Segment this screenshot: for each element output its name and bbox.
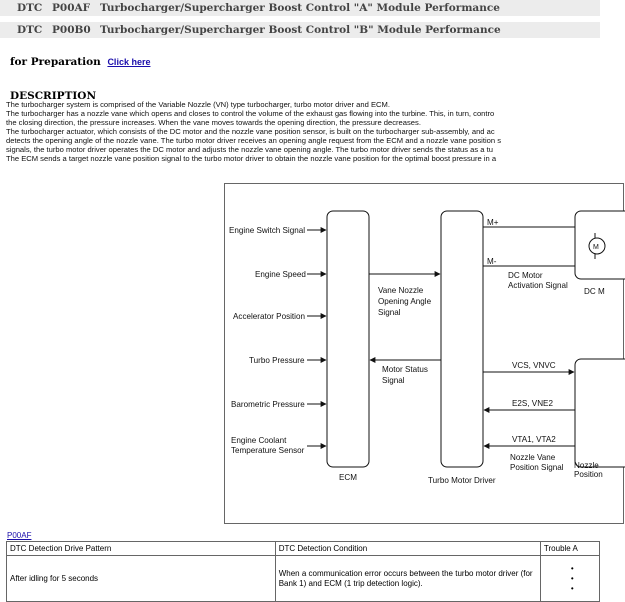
description-line: detects the opening angle of the nozzle vane. The turbo motor driver receives an opening angle request from the ECM and a nozzle vane position s [6,136,502,145]
table-cell-pattern: After idling for 5 seconds [7,556,276,602]
dtc-code: P00AF [52,2,91,14]
input-turbo-pressure: Turbo Pressure [249,356,305,365]
turbo-motor-driver-box [441,211,483,467]
table-row [7,556,600,602]
nozzle-vane-position-signal: Nozzle Vane Position Signal [510,453,564,472]
input-accelerator-position: Accelerator Position [233,312,305,321]
table-cell-trouble-area: • • • [540,556,599,602]
dtc-label: DTC [17,24,43,36]
table-header: DTC Detection Drive Pattern [7,542,276,556]
nozzle-sensor-label: Nozzle Position [574,461,603,479]
dtc-title: Turbocharger/Supercharger Boost Control "B" Module Performance [100,24,501,36]
dtc-label: DTC [17,2,43,14]
m-minus-label: M- [487,257,497,266]
vta1-vta2-label: VTA1, VTA2 [512,435,556,444]
e2s-vne2-label: E2S, VNE2 [512,399,553,408]
description-line: the closing direction, the pressure increases. When the vane moves towards the opening direction, the pressure decreases. [6,118,421,127]
description-line: signals, the turbo motor driver operates the DC motor and adjusts the nozzle vane opening angle. The turbo motor driver sends the status as a tu [6,145,493,154]
dtc-header-p00b0 [0,22,600,38]
dc-motor-label: DC M [584,287,605,296]
description-line: The ECM sends a target nozzle vane position signal to the turbo motor driver to obtain the nozzle vane position for the optimal boost pressure in a [6,154,497,163]
input-engine-speed: Engine Speed [255,270,306,279]
input-engine-switch-signal: Engine Switch Signal [229,226,306,235]
vane-nozzle-opening-angle-signal: Vane Nozzle Opening Angle Signal [378,286,432,317]
dtc-detection-table [6,541,600,602]
preparation-link[interactable]: Click here [107,57,151,67]
turbo-system-diagram [224,183,624,524]
nozzle-sensor-box [575,359,625,467]
description-line: The turbocharger actuator, which consists of the DC motor and the nozzle vane position sensor, is built on the turbocharger sub-assembly, and ac [6,127,495,136]
input-barometric-pressure: Barometric Pressure [231,400,305,409]
dc-motor-symbol: M [593,244,599,251]
vcs-vnvc-label: VCS, VNVC [512,361,556,370]
turbo-motor-driver-label: Turbo Motor Driver [428,476,496,485]
motor-status-signal: Motor Status Signal [382,365,428,385]
m-plus-label: M+ [487,218,499,227]
table-header: DTC Detection Condition [275,542,540,556]
description-line: The turbocharger has a nozzle vane which opens and closes to control the volume of the exhaust gas flowing into the turbine. This, in turn, contro [6,109,495,118]
preparation-label: for Preparation [10,56,101,68]
description-heading: DESCRIPTION [10,90,97,102]
preparation-line [10,56,150,68]
dtc-header-p00af [0,0,600,16]
description-line: The turbocharger system is comprised of the Variable Nozzle (VN) type turbocharger, turbo motor driver and ECM. [6,100,390,109]
input-engine-coolant-temperature: Engine Coolant Temperature Sensor [231,436,305,455]
table-header: Trouble A [540,542,599,556]
dtc-code: P00B0 [52,24,91,36]
dtc-title: Turbocharger/Supercharger Boost Control "A" Module Performance [100,2,500,14]
ecm-box [327,211,369,467]
dc-motor-activation-signal: DC Motor Activation Signal [508,271,568,290]
table-cell-condition: When a communication error occurs between the turbo motor driver (for Bank 1) and ECM (1 trip detection logic). [275,556,540,602]
p00af-anchor-link[interactable]: P00AF [7,531,32,540]
table-header-row [7,542,600,556]
ecm-label: ECM [339,473,357,482]
